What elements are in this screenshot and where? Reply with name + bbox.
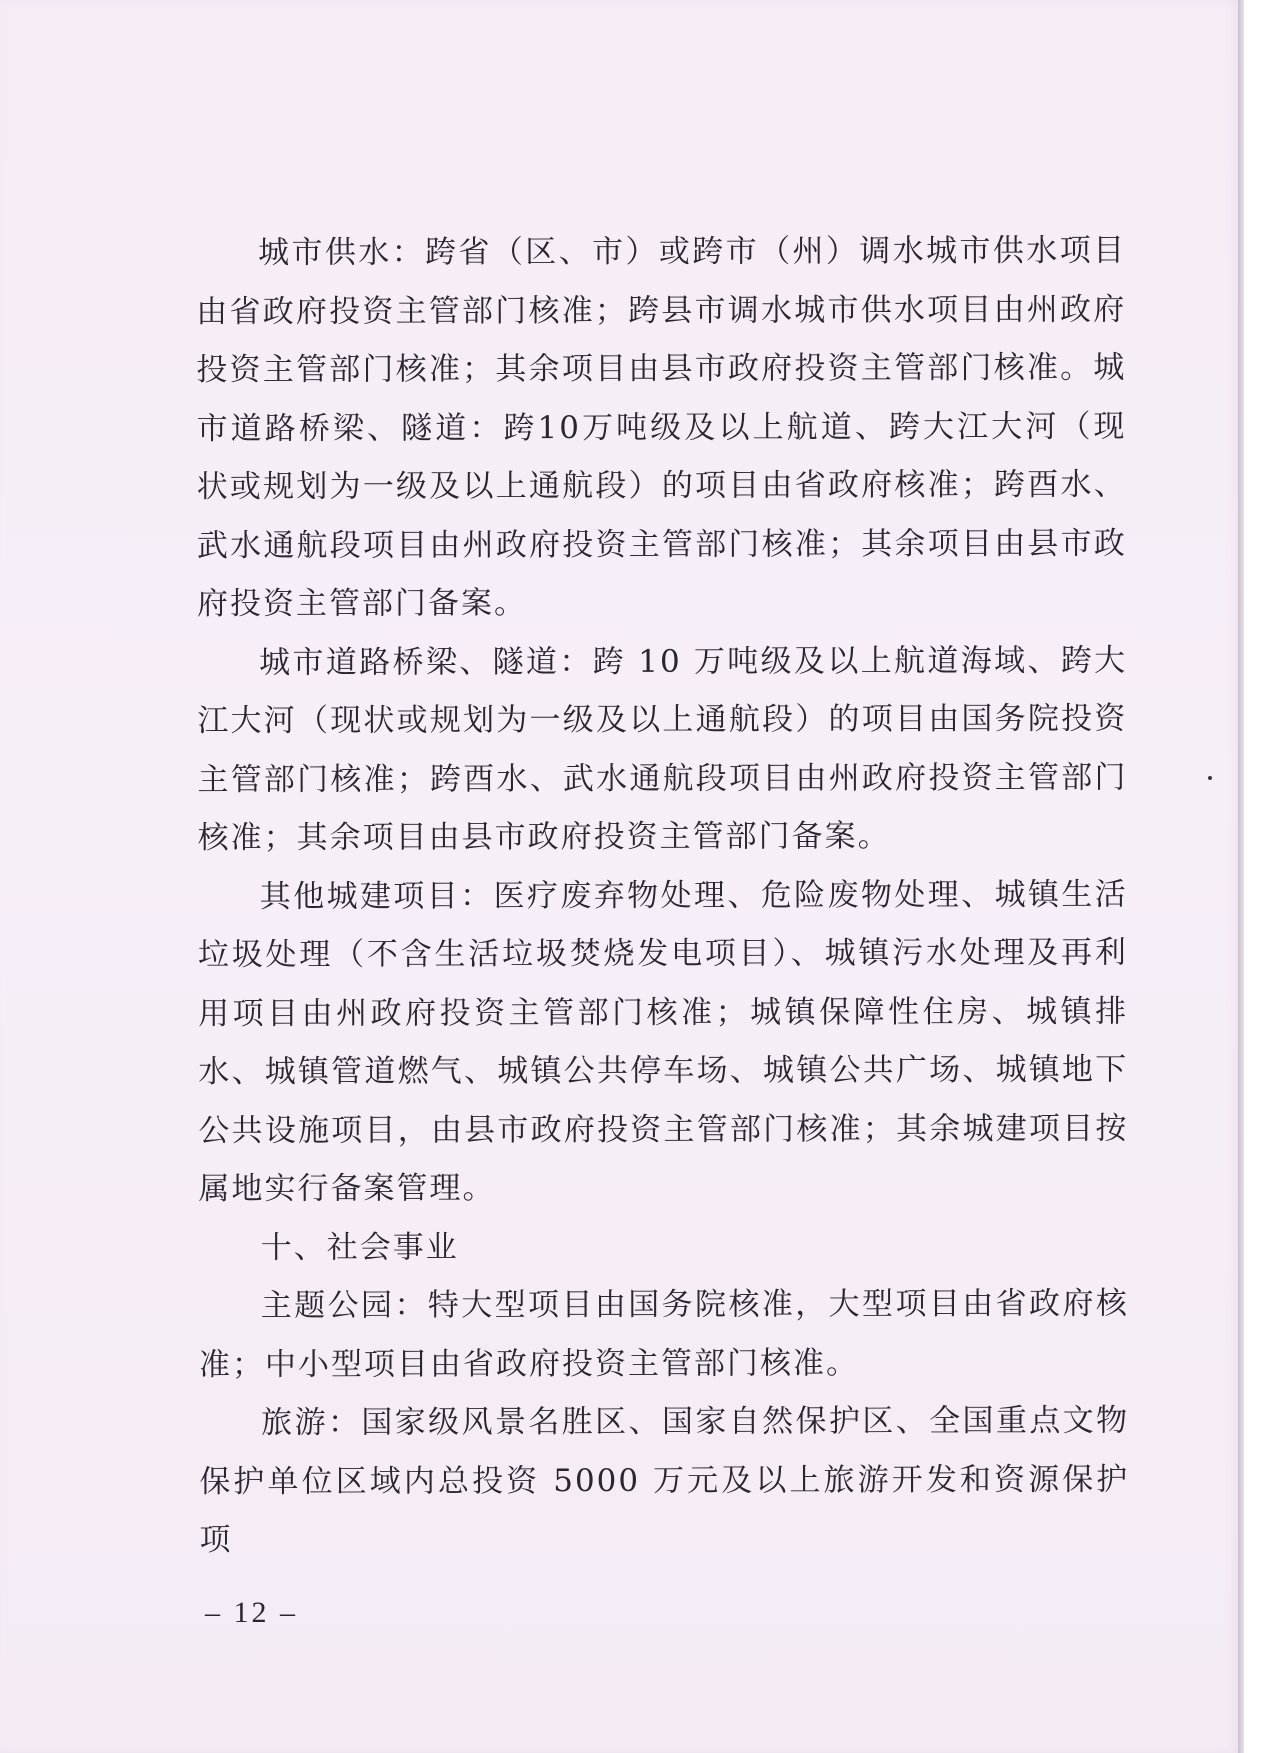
- paragraph-city-water-supply: 城市供水：跨省（区、市）或跨市（州）调水城市供水项目由省政府投资主管部门核准；跨县市调水城市供水项目由州政府投资主管部门核准；其余项目由县市政府投资主管部门核准。城市道路桥梁、隧道：跨10万吨级及以上航道、跨大江大河（现状或规划为一级及以上通航段）的项目由省政府核准；跨酉水、武水通航段项目由州政府投资主管部门核准；其余项目由县市政府投资主管部门备案。: [196, 232, 1127, 622]
- document-body: [196, 222, 1130, 1570]
- paragraph-city-roads-bridges: 城市道路桥梁、隧道：跨 10 万吨级及以上航道海域、跨大江大河（现状或规划为一级及以上通航段）的项目由国务院投资主管部门核准；跨酉水、武水通航段项目由州政府投资主管部门核准；其余项目由县市政府投资主管部门备案。: [197, 642, 1128, 856]
- paragraph-theme-parks: 主题公园：特大型项目由国务院核准，大型项目由省政府核准；中小型项目由省政府投资主管部门核准。: [198, 1285, 1129, 1383]
- scan-speck: [1208, 776, 1212, 780]
- page-number: – 12 –: [205, 1596, 298, 1629]
- page-edge-shadow: [1238, 0, 1244, 1753]
- paragraph-other-urban-projects: 其他城建项目：医疗废弃物处理、危险废物处理、城镇生活垃圾处理（不含生活垃圾焚烧发电项目）、城镇污水处理及再利用项目由州政府投资主管部门核准；城镇保障性住房、城镇排水、城镇管道燃气、城镇公共停车场、城镇公共广场、城镇地下公共设施项目，由县市政府投资主管部门核准；其余城建项目按属地实行备案管理。: [197, 876, 1129, 1207]
- paragraph-tourism: 旅游：国家级风景名胜区、国家自然保护区、全国重点文物保护单位区域内总投资 5000 万元及以上旅游开发和资源保护项: [199, 1402, 1130, 1558]
- section-heading-social-affairs: 十、社会事业: [260, 1228, 459, 1266]
